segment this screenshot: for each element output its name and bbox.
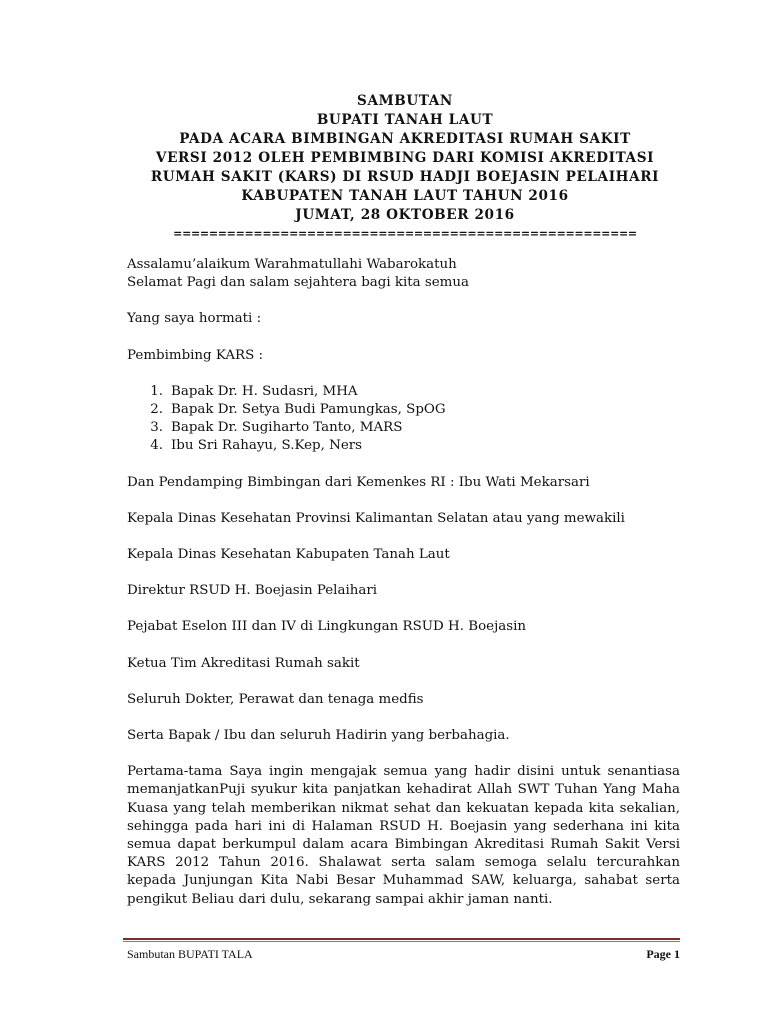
- list-number: 1.: [150, 383, 163, 399]
- footer-title: Sambutan BUPATI TALA: [127, 947, 253, 961]
- list-text: Ibu Sri Rahayu, S.Kep, Ners: [171, 438, 363, 454]
- title-line-4: VERSI 2012 OLEH PEMBIMBING DARI KOMISI AKREDITASI: [155, 150, 655, 166]
- body-line: Kepala Dinas Kesehatan Provinsi Kalimantan Selatan atau yang mewakili: [127, 510, 625, 526]
- body-line: Direktur RSUD H. Boejasin Pelaihari: [127, 583, 378, 599]
- body-line: Ketua Tim Akreditasi Rumah sakit: [127, 655, 360, 671]
- list-item: [127, 419, 680, 437]
- body-line: Pejabat Eselon III dan IV di Lingkungan RSUD H. Boejasin: [127, 619, 526, 635]
- greeting-line-2: Selamat Pagi dan salam sejahtera bagi kita semua: [127, 275, 469, 291]
- title-line-3: PADA ACARA BIMBINGAN AKREDITASI RUMAH SAKIT: [179, 131, 631, 147]
- pembimbing-list: [127, 383, 680, 456]
- body-line: Dan Pendamping Bimbingan dari Kemenkes RI : Ibu Wati Mekarsari: [127, 474, 590, 490]
- pembimbing-label: Pembimbing KARS :: [127, 347, 264, 363]
- footer-rule-bottom: [123, 941, 680, 942]
- body-line: Seluruh Dokter, Perawat dan tenaga medfis: [127, 691, 424, 707]
- list-number: 2.: [150, 402, 163, 418]
- list-text: Bapak Dr. Setya Budi Pamungkas, SpOG: [171, 402, 446, 418]
- title-line-1: SAMBUTAN: [357, 93, 453, 109]
- greeting-line-1: Assalamu’alaikum Warahmatullahi Wabarokatuh: [127, 257, 457, 272]
- list-item: [127, 437, 680, 455]
- list-text: Bapak Dr. H. Sudasri, MHA: [171, 383, 358, 399]
- title-line-7: JUMAT, 28 OKTOBER 2016: [295, 207, 515, 223]
- list-text: Bapak Dr. Sugiharto Tanto, MARS: [171, 420, 403, 436]
- list-number: 4.: [150, 438, 163, 454]
- title-block: [110, 92, 700, 241]
- body-line: Kepala Dinas Kesehatan Kabupaten Tanah Laut: [127, 547, 450, 563]
- document-body: [127, 256, 680, 909]
- title-line-6: KABUPATEN TANAH LAUT TAHUN 2016: [241, 188, 569, 204]
- body-line: Serta Bapak / Ibu dan seluruh Hadirin yang berbahagia.: [127, 728, 510, 744]
- honored-line: Yang saya hormati :: [127, 311, 262, 327]
- list-item: [127, 401, 680, 419]
- list-number: 3.: [150, 420, 163, 436]
- title-line-2: BUPATI TANAH LAUT: [316, 112, 494, 128]
- page-number: Page 1: [646, 947, 680, 961]
- footer-rule-top: [123, 938, 680, 940]
- opening-paragraph: Pertama-tama Saya ingin mengajak semua yang hadir disini untuk senantiasa memanjatkanPuji syukur kita panjatkan kehadirat Allah SWT Tuhan Yang Maha Kuasa yang telah memberikan nikmat sehat dan kekuatan kepada kita sekalian, sehingga pada hari ini di Halaman RSUD H. Boejasin yang sederhana ini kita semua dapat berkumpul dalam acara Bimbingan Akreditasi Rumah Sakit Versi KARS 2012 Tahun 2016. Shalawat serta salam semoga selalu tercurahkan kepada Junjungan Kita Nabi Besar Muhammad SAW, keluarga, sahabat serta pengikut Beliau dari dulu, sekarang sampai akhir jaman nanti.: [127, 764, 680, 907]
- list-item: [127, 383, 680, 401]
- title-separator: ====================================================: [173, 227, 637, 240]
- title-line-5: RUMAH SAKIT (KARS) DI RSUD HADJI BOEJASIN PELAIHARI: [150, 169, 660, 185]
